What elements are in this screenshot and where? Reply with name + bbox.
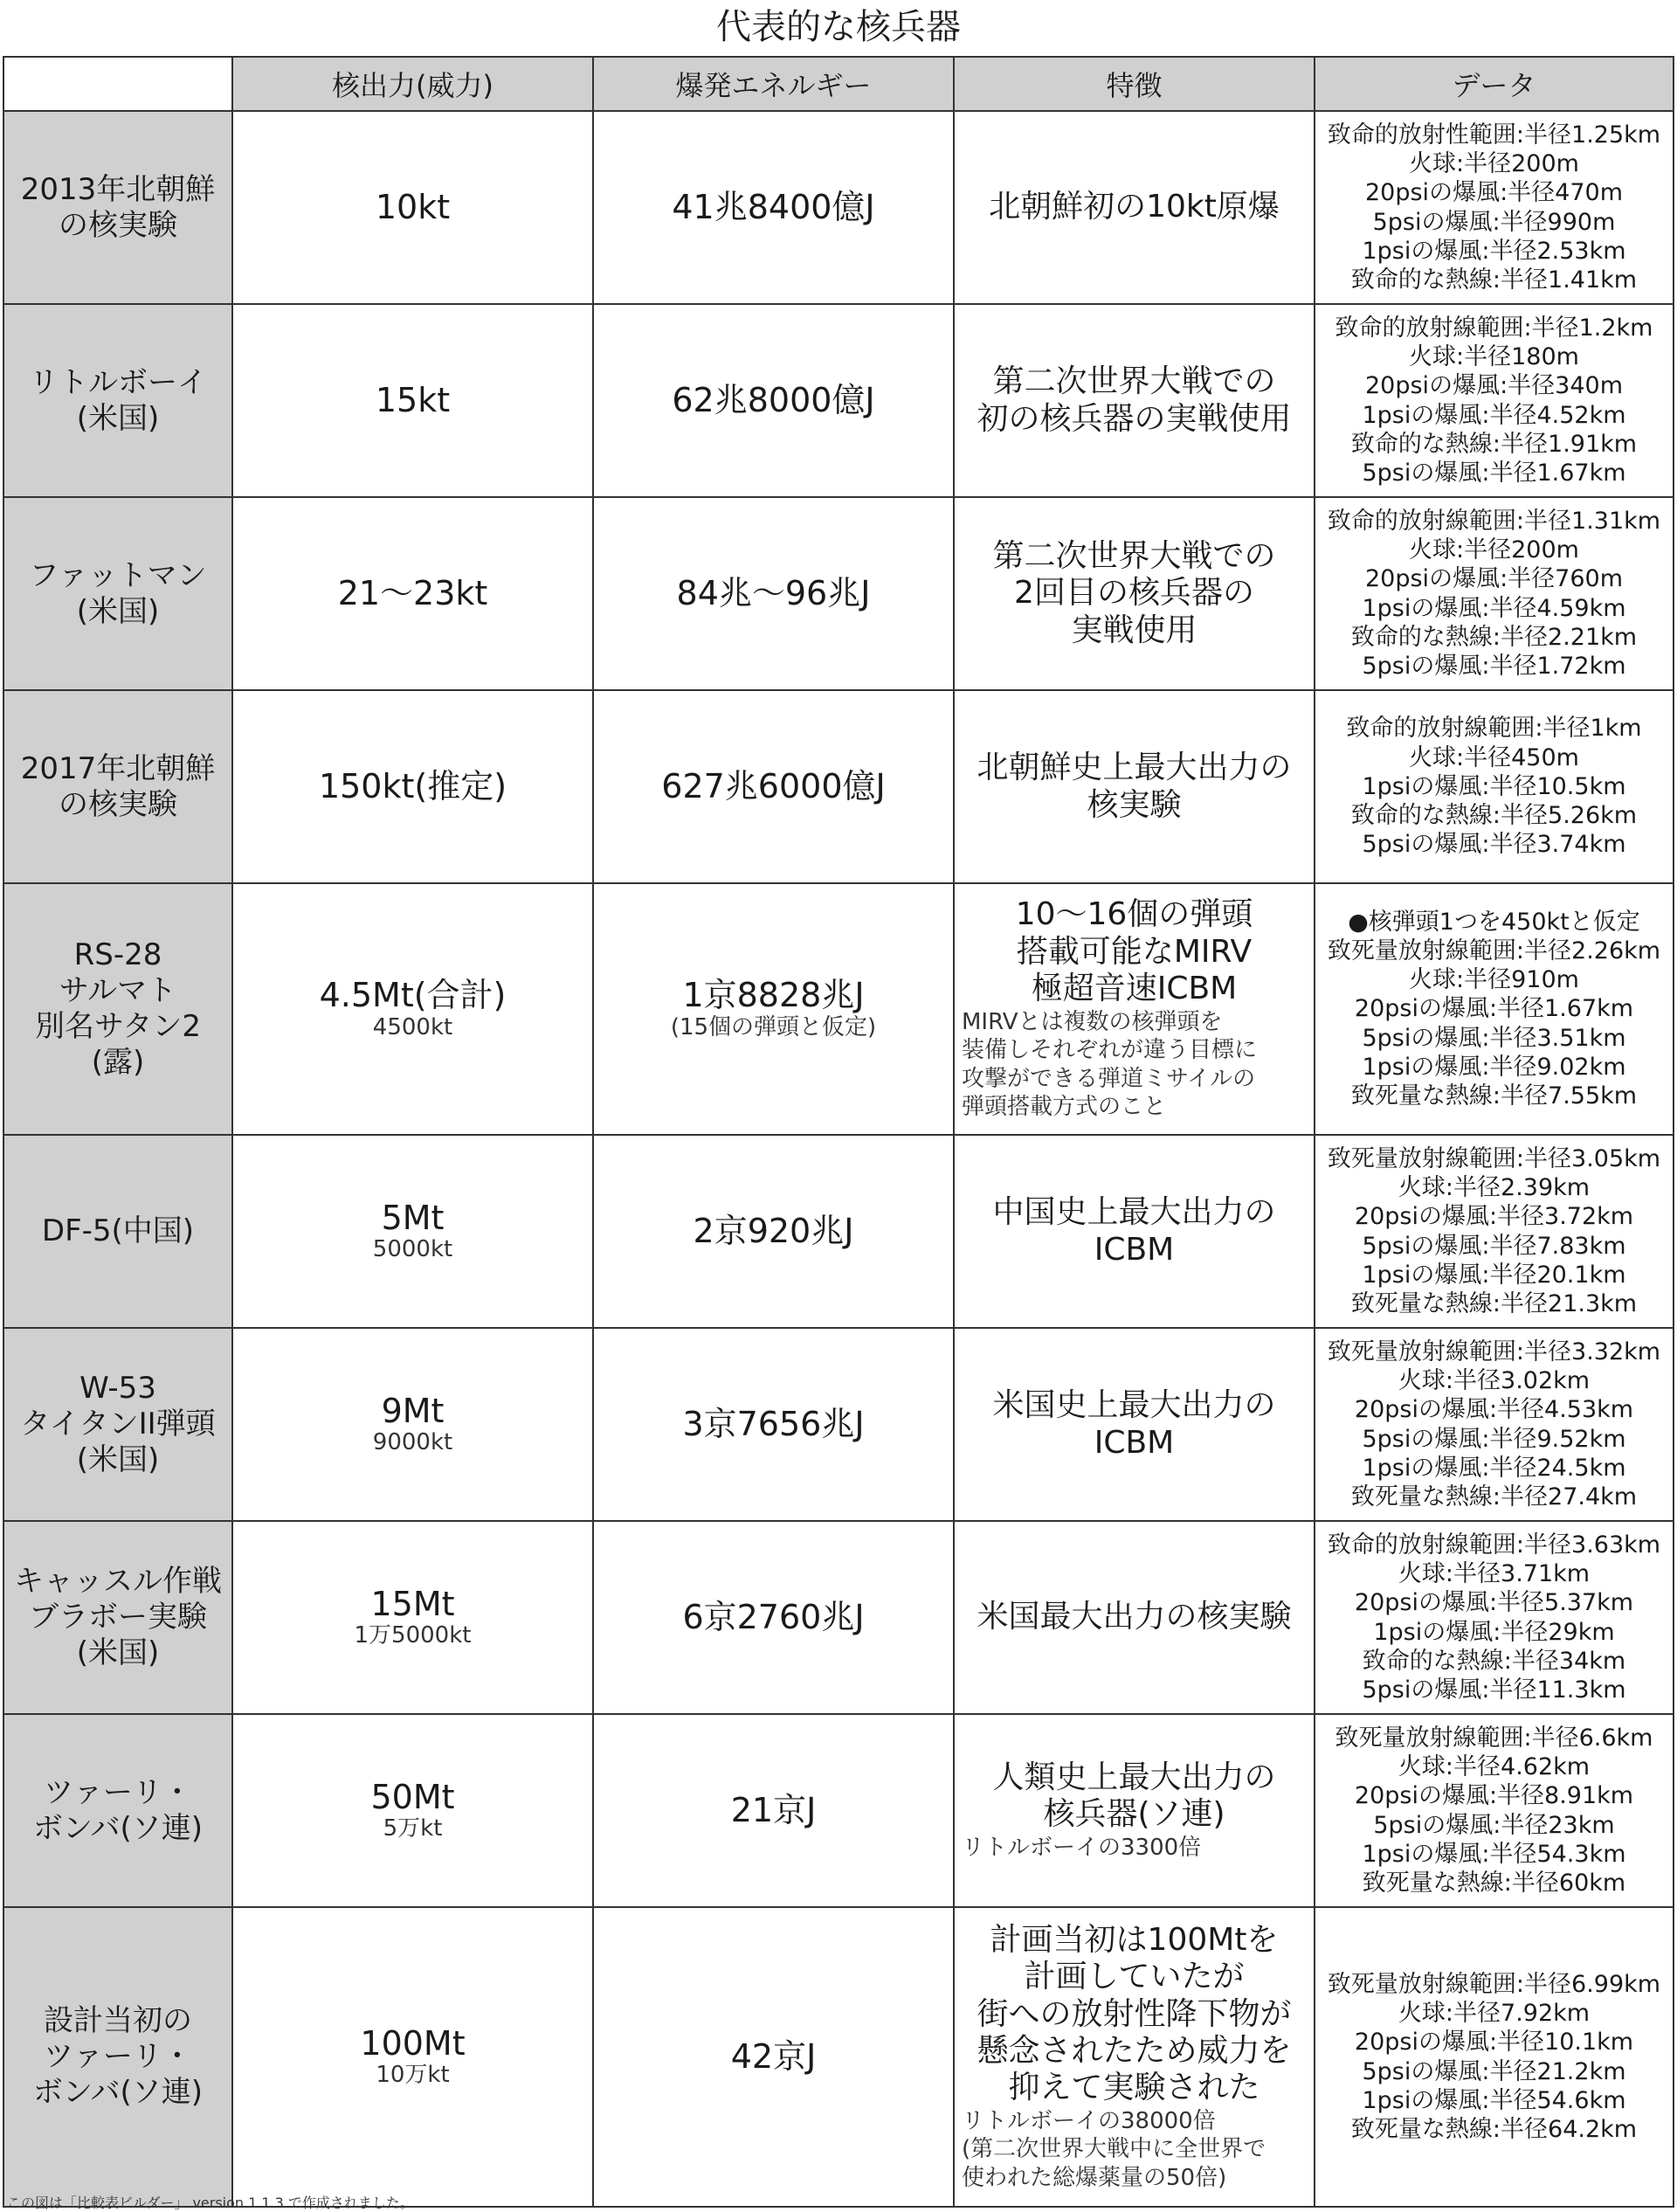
data-line: 火球:半径200m [1409,150,1579,178]
data-line: 1psiの爆風:半径20.1km [1362,1261,1626,1289]
feature-text: 中国史上最大出力の ICBM [992,1194,1276,1268]
yield-sub: 4500kt [372,1013,453,1040]
data-cell [1315,304,1674,497]
weapon-name: 設計当初の ツァーリ・ ボンバ(ソ連) [32,2003,204,2110]
data-line: 致死量放射線範囲:半径6.99km [1327,1970,1661,1998]
weapon-name: ツァーリ・ ボンバ(ソ連) [32,1774,204,1846]
data-line: 5psiの爆風:半径3.51km [1362,1024,1626,1052]
data-line: 20psiの爆風:半径8.91km [1354,1782,1634,1810]
data-line: 火球:半径3.71km [1398,1560,1591,1588]
energy-cell [593,1135,954,1328]
data-line: 致死量放射線範囲:半径2.26km [1327,937,1661,964]
feature-text: 北朝鮮史上最大出力の 核実験 [977,750,1292,823]
header-data: データ [1315,57,1674,111]
data-line: 致死量放射線範囲:半径6.6km [1335,1724,1653,1752]
energy-cell [593,1328,954,1521]
data-line: 致命的放射線範囲:半径1.2km [1335,314,1653,342]
energy-cell [593,1714,954,1907]
data-cell [1315,111,1674,304]
weapon-name: 2013年北朝鮮 の核実験 [20,171,216,243]
data-line: 5psiの爆風:半径1.72km [1362,652,1626,680]
table-row [3,1907,1674,2207]
comparison-table [3,56,1674,2208]
data-line: ●核弾頭1つを450ktと仮定 [1348,908,1640,936]
energy-value: 62兆8000億J [672,380,875,419]
table-row [3,1714,1674,1907]
table-row [3,883,1674,1135]
yield-cell [232,497,593,690]
yield-sub: 1万5000kt [354,1622,472,1649]
table-header-row [3,57,1674,111]
feature-text: 北朝鮮初の10kt原爆 [989,189,1280,225]
page-title: 代表的な核兵器 [716,7,961,47]
yield-value: 10kt [375,187,451,226]
table-row [3,1135,1674,1328]
weapon-name-cell [3,111,232,304]
data-line: 1psiの爆風:半径24.5km [1362,1454,1626,1482]
energy-cell [593,111,954,304]
data-line: 5psiの爆風:半径9.52km [1362,1425,1626,1453]
yield-value: 9Mt [381,1391,445,1430]
data-cell [1315,690,1674,883]
data-line: 火球:半径2.39km [1398,1174,1591,1202]
weapon-name-cell [3,690,232,883]
data-line: 火球:半径3.02km [1398,1367,1591,1395]
data-line: 20psiの爆風:半径4.53km [1354,1396,1634,1424]
energy-cell [593,304,954,497]
feature-text: 米国史上最大出力の ICBM [992,1387,1276,1461]
weapon-name-cell [3,1521,232,1714]
feature-text: 米国最大出力の核実験 [977,1599,1292,1635]
energy-cell [593,1907,954,2207]
data-line: 20psiの爆風:半径1.67km [1354,995,1634,1023]
data-line: 致命的な熱線:半径2.21km [1350,623,1638,651]
feature-cell [954,883,1315,1135]
yield-value: 15kt [375,380,451,419]
energy-value: 84兆〜96兆J [676,573,871,612]
yield-cell [232,111,593,304]
energy-cell [593,1521,954,1714]
weapon-name: W-53 タイタンII弾頭 (米国) [20,1371,216,1477]
data-cell [1315,1328,1674,1521]
data-line: 致死量な熱線:半径60km [1362,1869,1626,1897]
data-line: 致死量放射線範囲:半径3.32km [1327,1338,1661,1365]
data-line: 致死量な熱線:半径7.55km [1350,1082,1638,1109]
data-line: 5psiの爆風:半径990m [1372,208,1616,236]
weapon-name-cell [3,304,232,497]
feature-cell [954,1521,1315,1714]
energy-value: 41兆8400億J [672,187,875,226]
weapon-name: リトルボーイ (米国) [29,364,207,436]
data-line: 1psiの爆風:半径54.6km [1362,2086,1626,2114]
yield-cell [232,1714,593,1907]
weapon-name: 2017年北朝鮮 の核実験 [20,750,216,822]
data-line: 5psiの爆風:半径7.83km [1362,1232,1626,1260]
feature-cell [954,304,1315,497]
feature-note: リトルボーイの38000倍 (第二次世界大戦中に全世界で 使われた総爆薬量の50倍) [962,2107,1266,2191]
data-line: 5psiの爆風:半径11.3km [1362,1676,1626,1704]
energy-cell [593,690,954,883]
data-cell [1315,497,1674,690]
data-line: 20psiの爆風:半径5.37km [1354,1589,1634,1617]
data-line: 致死量な熱線:半径64.2km [1350,2115,1638,2143]
energy-value: 21京J [730,1790,817,1829]
data-line: 1psiの爆風:半径4.52km [1362,401,1626,429]
feature-note: リトルボーイの3300倍 [962,1834,1202,1861]
data-line: 火球:半径7.92km [1398,2000,1591,2028]
yield-sub: 9000kt [372,1429,453,1456]
energy-value: 627兆6000億J [661,766,886,805]
weapon-name-cell [3,1328,232,1521]
yield-value: 5Mt [381,1198,445,1237]
yield-sub: 5000kt [372,1236,453,1263]
yield-value: 21〜23kt [337,573,488,612]
weapon-name-cell [3,1907,232,2207]
data-line: 致命的な熱線:半径1.41km [1350,266,1638,294]
feature-text: 計画当初は100Mtを 計画していたが 街への放射性降下物が 懸念されたため威力を 抑えて実験された [977,1921,1292,2106]
yield-value: 100Mt [360,2023,466,2063]
data-line: 5psiの爆風:半径3.74km [1362,831,1626,859]
yield-cell [232,883,593,1135]
feature-cell [954,111,1315,304]
energy-cell [593,497,954,690]
weapon-name: DF-5(中国) [41,1213,195,1249]
yield-cell [232,1907,593,2207]
data-cell [1315,1907,1674,2207]
data-line: 1psiの爆風:半径10.5km [1362,772,1626,800]
feature-text: 第二次世界大戦での 初の核兵器の実戦使用 [977,363,1292,437]
data-line: 致命的放射線範囲:半径1km [1346,715,1642,743]
table-row [3,304,1674,497]
yield-value: 4.5Mt(合計) [319,976,507,1015]
data-line: 20psiの爆風:半径470m [1365,179,1623,207]
header-corner [3,57,232,111]
data-line: 致死量放射線範囲:半径3.05km [1327,1144,1661,1172]
yield-value: 15Mt [370,1584,455,1623]
data-line: 火球:半径200m [1409,536,1579,564]
table-row [3,1521,1674,1714]
yield-value: 150kt(推定) [318,766,507,805]
data-line: 致命的放射線範囲:半径3.63km [1327,1531,1661,1559]
data-line: 5psiの爆風:半径23km [1373,1811,1615,1839]
weapon-name: RS-28 サルマト 別名サタン2 (露) [35,937,201,1080]
table-row [3,690,1674,883]
energy-value: 2京920兆J [693,1211,854,1250]
data-cell [1315,883,1674,1135]
data-line: 火球:半径910m [1409,966,1579,994]
data-line: 1psiの爆風:半径2.53km [1362,237,1626,265]
data-line: 致命的放射性範囲:半径1.25km [1327,121,1661,149]
data-line: 致死量な熱線:半径21.3km [1350,1289,1638,1317]
feature-text: 人類史上最大出力の 核兵器(ソ連) [992,1759,1276,1833]
yield-cell [232,1521,593,1714]
feature-note: MIRVとは複数の核弾頭を 装備しそれぞれが違う目標に 攻撃ができる弾道ミサイルの 弾頭搭載方式のこと [962,1008,1258,1121]
energy-value: 42京J [730,2036,817,2076]
data-line: 20psiの爆風:半径760m [1365,565,1623,593]
data-cell [1315,1521,1674,1714]
feature-cell [954,497,1315,690]
data-line: 致命的な熱線:半径5.26km [1350,802,1638,830]
feature-cell [954,1907,1315,2207]
weapon-name: ファットマン (米国) [29,557,207,629]
data-line: 致命的放射線範囲:半径1.31km [1327,507,1661,535]
header-yield: 核出力(威力) [232,57,593,111]
feature-text: 第二次世界大戦での 2回目の核兵器の 実戦使用 [992,537,1276,648]
data-cell [1315,1135,1674,1328]
yield-cell [232,690,593,883]
data-cell [1315,1714,1674,1907]
feature-cell [954,1328,1315,1521]
data-line: 火球:半径450m [1409,743,1579,771]
yield-value: 50Mt [370,1777,455,1816]
energy-sub: (15個の弾頭と仮定) [670,1013,877,1040]
weapon-name-cell [3,1714,232,1907]
feature-cell [954,1135,1315,1328]
weapon-name: キャッスル作戦 ブラボー実験 (米国) [14,1564,222,1670]
feature-text: 10〜16個の弾頭 搭載可能なMIRV 極超音速ICBM [1015,896,1253,1007]
header-energy: 爆発エネルギー [593,57,954,111]
data-line: 致命的な熱線:半径34km [1362,1647,1626,1675]
table-row [3,497,1674,690]
feature-cell [954,1714,1315,1907]
yield-sub: 5万kt [383,1815,443,1842]
weapon-name-cell [3,883,232,1135]
data-line: 火球:半径180m [1409,343,1579,371]
header-feature: 特徴 [954,57,1315,111]
data-line: 致命的な熱線:半径1.91km [1350,430,1638,458]
yield-cell [232,304,593,497]
data-line: 5psiの爆風:半径1.67km [1362,459,1626,487]
data-line: 20psiの爆風:半径3.72km [1354,1203,1634,1231]
energy-cell [593,883,954,1135]
yield-cell [232,1135,593,1328]
data-line: 20psiの爆風:半径340m [1365,372,1623,400]
feature-cell [954,690,1315,883]
yield-sub: 10万kt [376,2062,450,2089]
data-line: 致死量な熱線:半径27.4km [1350,1483,1638,1510]
data-line: 火球:半径4.62km [1398,1753,1591,1781]
table-row [3,1328,1674,1521]
table-row [3,111,1674,304]
weapon-name-cell [3,1135,232,1328]
data-line: 1psiの爆風:半径54.3km [1362,1840,1626,1868]
yield-cell [232,1328,593,1521]
data-line: 1psiの爆風:半径4.59km [1362,594,1626,622]
data-line: 20psiの爆風:半径10.1km [1354,2029,1634,2056]
energy-value: 3京7656兆J [682,1404,865,1443]
energy-value: 1京8828兆J [682,976,865,1015]
footer-note: この図は「比較表ビルダー」 version 1.1.3 で作成されました。 [7,2195,414,2211]
data-line: 5psiの爆風:半径21.2km [1362,2057,1626,2085]
energy-value: 6京2760兆J [682,1597,865,1636]
weapon-name-cell [3,497,232,690]
data-line: 1psiの爆風:半径29km [1373,1618,1615,1646]
data-line: 1psiの爆風:半径9.02km [1362,1053,1626,1081]
